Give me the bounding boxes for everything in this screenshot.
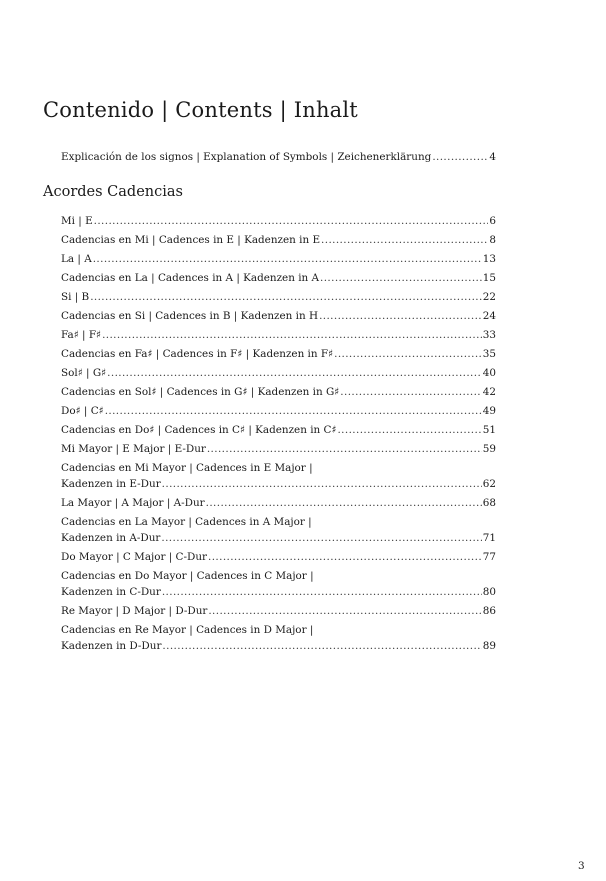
page-number: 3 <box>578 860 585 872</box>
toc-entry-page: 80 <box>482 586 496 598</box>
toc-entry-page: 15 <box>482 272 496 284</box>
dot-leader <box>93 253 482 266</box>
toc-entry[interactable] <box>61 551 496 564</box>
toc-entry-label: Mi | E <box>61 215 93 227</box>
dot-leader <box>432 151 488 164</box>
toc-entry-page: 40 <box>482 367 496 379</box>
toc-entry[interactable] <box>61 386 496 399</box>
toc-entry-label-line1[interactable]: Cadencias en Do Mayor | Cadences in C Major | <box>61 570 314 582</box>
dot-leader <box>340 386 481 399</box>
toc-entry-page: 4 <box>489 151 496 163</box>
toc-entry-label-line1[interactable]: Cadencias en La Mayor | Cadences in A Major | <box>61 516 312 528</box>
toc-entry-label: Kadenzen in E-Dur <box>61 478 161 490</box>
toc-entry-label: Cadencias en Mi | Cadences in E | Kadenzen in E <box>61 234 321 246</box>
toc-entry-page: 59 <box>482 443 496 455</box>
toc-entry-label: Kadenzen in A-Dur <box>61 532 161 544</box>
dot-leader <box>337 424 481 437</box>
toc-entry[interactable] <box>61 272 496 285</box>
toc-entry-label: Cadencias en La | Cadences in A | Kadenzen in A <box>61 272 320 284</box>
toc-entry-label: Sol♯ | G♯ <box>61 367 107 379</box>
toc-entry-page: 89 <box>482 640 496 652</box>
dot-leader <box>102 329 482 342</box>
toc-entry-label: Fa♯ | F♯ <box>61 329 102 341</box>
toc-entry[interactable] <box>61 640 496 653</box>
toc-entry[interactable] <box>61 532 496 545</box>
toc-entry-page: 49 <box>482 405 496 417</box>
toc-entry-page: 22 <box>482 291 496 303</box>
toc-entry-page: 8 <box>489 234 496 246</box>
toc-entry-page: 86 <box>482 605 496 617</box>
dot-leader <box>161 532 481 545</box>
toc-entry[interactable] <box>61 215 496 228</box>
toc-entry[interactable] <box>61 424 496 437</box>
toc-entry-label: Re Mayor | D Major | D-Dur <box>61 605 208 617</box>
dot-leader <box>90 291 482 304</box>
dot-leader <box>162 586 482 599</box>
dot-leader <box>206 497 482 510</box>
toc-entry[interactable] <box>61 348 496 361</box>
toc-entry-label-line1[interactable]: Cadencias en Mi Mayor | Cadences in E Major | <box>61 462 313 474</box>
toc-entry-label: Cadencias en Si | Cadences in B | Kadenzen in H <box>61 310 319 322</box>
toc-entry[interactable] <box>61 329 496 342</box>
dot-leader <box>208 605 481 618</box>
toc-entry[interactable] <box>61 291 496 304</box>
toc-entry-label: Do Mayor | C Major | C-Dur <box>61 551 208 563</box>
toc-entry-label: Do♯ | C♯ <box>61 405 104 417</box>
page-title: Contenido | Contents | Inhalt <box>43 98 358 122</box>
toc-entry[interactable] <box>61 443 496 456</box>
toc-entry[interactable] <box>61 367 496 380</box>
toc-entry-label: Explicación de los signos | Explanation of Symbols | Zeichenerklärung <box>61 151 432 163</box>
toc-entry[interactable] <box>61 310 496 323</box>
toc-entry-page: 13 <box>482 253 496 265</box>
dot-leader <box>107 367 482 380</box>
toc-entry-page: 62 <box>482 478 496 490</box>
toc-entry[interactable] <box>61 497 496 510</box>
toc-entry-page: 51 <box>482 424 496 436</box>
toc-entry-label: Cadencias en Fa♯ | Cadences in F♯ | Kadenzen in F♯ <box>61 348 334 360</box>
dot-leader <box>207 443 482 456</box>
toc-entry-page: 77 <box>482 551 496 563</box>
dot-leader <box>321 234 488 247</box>
dot-leader <box>162 478 482 491</box>
toc-entry[interactable] <box>61 234 496 247</box>
toc-entry-symbols[interactable] <box>61 151 496 164</box>
toc-entry-page: 6 <box>489 215 496 227</box>
dot-leader <box>94 215 489 228</box>
toc-entry-page: 71 <box>482 532 496 544</box>
toc-entry-page: 35 <box>482 348 496 360</box>
toc-entry[interactable] <box>61 253 496 266</box>
section-heading: Acordes Cadencias <box>43 184 183 200</box>
toc-entry-label: Si | B <box>61 291 90 303</box>
dot-leader <box>320 272 482 285</box>
toc-entry-label: Kadenzen in C-Dur <box>61 586 161 598</box>
toc-entry-label: La Mayor | A Major | A-Dur <box>61 497 205 509</box>
dot-leader <box>208 551 482 564</box>
toc-entry[interactable] <box>61 478 496 491</box>
toc-entry-page: 33 <box>482 329 496 341</box>
toc-entry-label-line1[interactable]: Cadencias en Re Mayor | Cadences in D Major | <box>61 624 314 636</box>
toc-entry-label: Cadencias en Do♯ | Cadences in C♯ | Kadenzen in C♯ <box>61 424 337 436</box>
toc-entry-label: Mi Mayor | E Major | E-Dur <box>61 443 206 455</box>
toc-entry-page: 24 <box>482 310 496 322</box>
toc-entry[interactable] <box>61 586 496 599</box>
toc-entry-label: La | A <box>61 253 92 265</box>
toc-entry-page: 42 <box>482 386 496 398</box>
toc-entry-page: 68 <box>482 497 496 509</box>
toc-entry[interactable] <box>61 605 496 618</box>
toc-entry[interactable] <box>61 405 496 418</box>
dot-leader <box>105 405 482 418</box>
toc-entry-label: Kadenzen in D-Dur <box>61 640 162 652</box>
dot-leader <box>319 310 482 323</box>
dot-leader <box>162 640 481 653</box>
toc-entry-label: Cadencias en Sol♯ | Cadences in G♯ | Kadenzen in G♯ <box>61 386 340 398</box>
dot-leader <box>334 348 482 361</box>
